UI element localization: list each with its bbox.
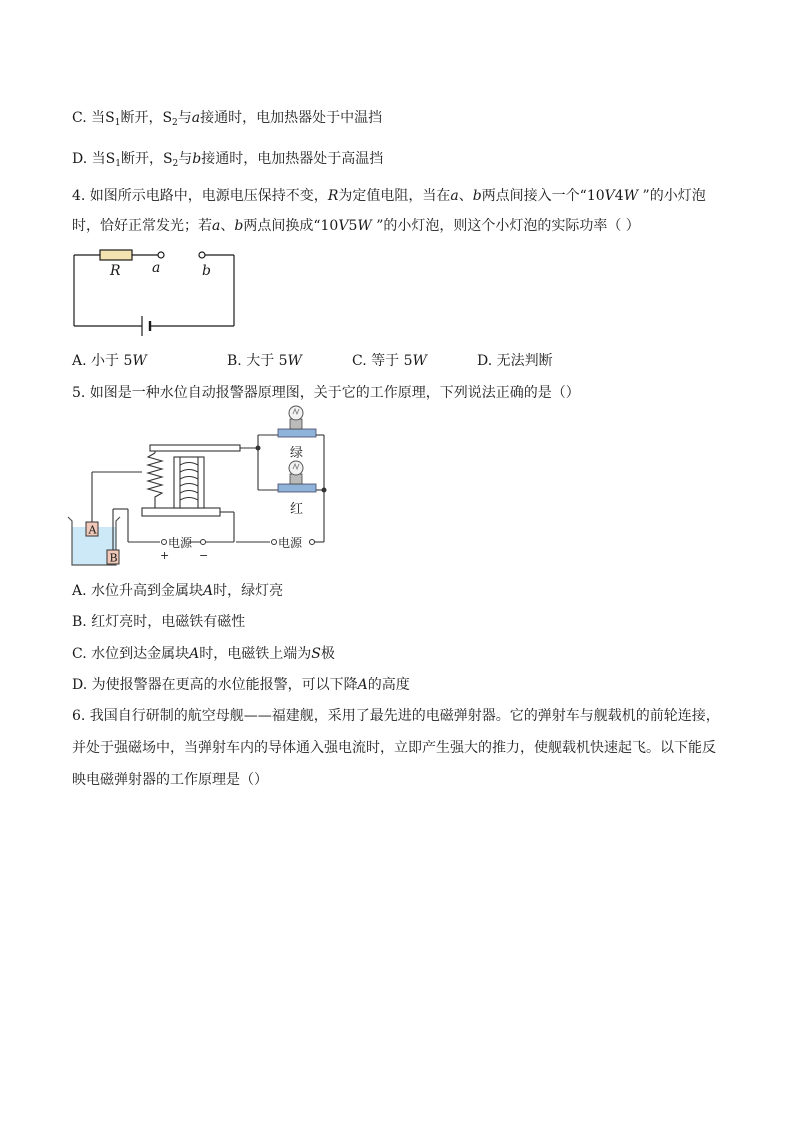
q5-option-b: B. 红灯亮时，电磁铁有磁性: [72, 614, 246, 630]
q6-stem-line3: 映电磁弹射器的工作原理是（）: [72, 772, 268, 788]
power-left-terminal-positive: [162, 540, 167, 545]
q4-option-d: D. 无法判断: [477, 353, 553, 369]
q5-option-a: A. 水位升高到金属块A时，绿灯亮: [72, 583, 284, 599]
power-left-terminal-negative: [201, 540, 206, 545]
relay-armature: [150, 445, 240, 451]
power-left-label: 电源: [168, 536, 193, 550]
relay-spring: [148, 453, 162, 508]
terminal-a: [158, 252, 164, 258]
relay-base: [142, 508, 220, 516]
q5-option-c: C. 水位到达金属块A时，电磁铁上端为S极: [72, 646, 335, 662]
green-lamp-label: 绿: [290, 446, 304, 461]
minus-sign: −: [199, 549, 209, 562]
q4-stem-line2: 时，恰好正常发光；若a、b两点间换成“10V5W ”的小灯泡，则这个小灯泡的实际功率（ ）: [72, 218, 640, 234]
plus-sign: +: [160, 549, 170, 562]
q4-circuit-diagram: [70, 245, 240, 330]
power-right-terminal-1: [272, 540, 277, 545]
terminal-a-label: a: [152, 260, 161, 276]
q6-stem-line1: 6. 我国自行研制的航空母舰——福建舰，采用了最先进的电磁弹射器。它的弹射车与舰载机的前轮连接，: [72, 708, 720, 724]
q3-option-d: D. 当$S_1$断开，$S_2$与b接通时，电加热器处于高温挡: [72, 151, 384, 169]
q5-option-d: D. 为使报警器在更高的水位能报警，可以下降A的高度: [72, 677, 410, 693]
electromagnet-core: [174, 457, 204, 508]
red-lamp-label: 红: [290, 502, 304, 517]
q4-option-c: C. 等于 5W: [352, 353, 427, 369]
terminal-b: [199, 252, 205, 258]
resistor-symbol: [100, 250, 132, 260]
q5-alarm-diagram: [62, 405, 342, 565]
q4-stem-line1: 4. 如图所示电路中，电源电压保持不变，R为定值电阻，当在a、b两点间接入一个“10V4W ”的小灯泡: [72, 188, 706, 204]
q5-stem: 5. 如图是一种水位自动报警器原理图，关于它的工作原理，下列说法正确的是（）: [72, 385, 580, 401]
q6-stem-line2: 并处于强磁场中，当弹射车内的导体通入强电流时，立即产生强大的推力，使舰载机快速起飞。以下能反: [72, 740, 716, 756]
resistor-label: R: [110, 263, 121, 279]
power-right-terminal-2: [310, 540, 315, 545]
red-lamp: [278, 461, 316, 492]
svg-text:B: B: [109, 551, 118, 565]
battery-symbol: [142, 316, 150, 336]
q3-option-c: C. 当$S_1$断开，$S_2$与a接通时，电加热器处于中温挡: [72, 110, 383, 128]
power-right-label: 电源: [278, 536, 303, 550]
terminal-b-label: b: [202, 263, 211, 279]
q4-option-a: A. 小于 5W: [72, 353, 147, 369]
green-lamp: [278, 406, 316, 437]
svg-text:A: A: [88, 523, 97, 537]
q4-option-b: B. 大于 5W: [227, 353, 302, 369]
